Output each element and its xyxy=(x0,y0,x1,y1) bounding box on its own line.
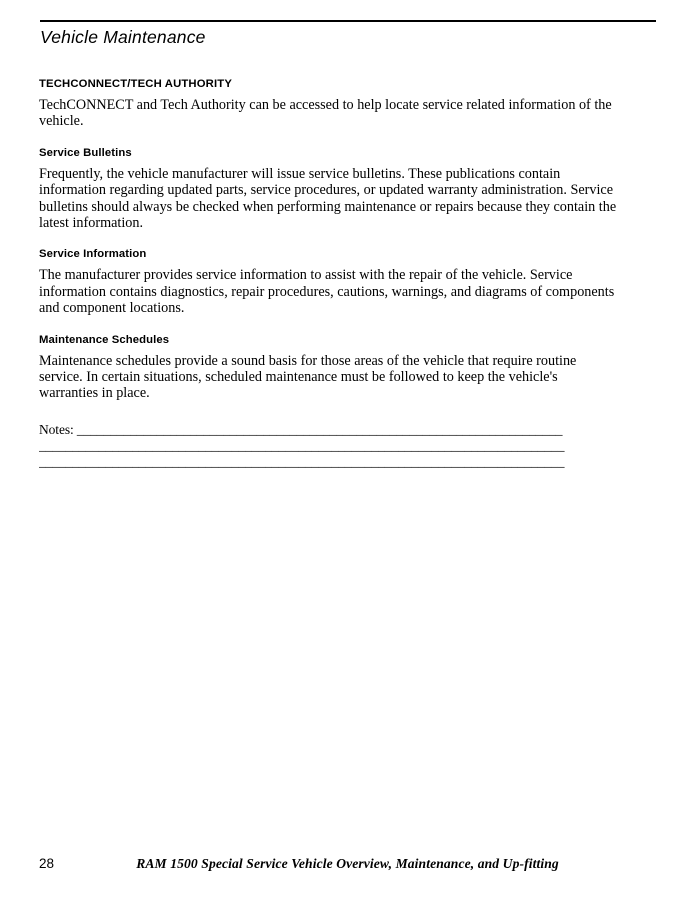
subsection-heading-maintenance-schedules: Maintenance Schedules xyxy=(39,333,170,346)
page-footer xyxy=(0,856,695,878)
notes-rule-2: _______________________________________________________________________________ xyxy=(39,437,565,453)
notes-rule-3: _______________________________________________________________________________ xyxy=(39,453,565,469)
subsection-heading-service-bulletins: Service Bulletins xyxy=(39,146,132,159)
notes-rule-1: _________________________________________________________________________ xyxy=(76,421,563,437)
notes-line-1 xyxy=(39,422,617,438)
footer-page-number: 28 xyxy=(39,856,55,871)
page-title: Vehicle Maintenance xyxy=(40,27,206,47)
subsection-body-maintenance-schedules: Maintenance schedules provide a sound basis for those areas of the vehicle that require routine service. In certain situations, scheduled maintenance must be followed to keep the vehicle's warranties in place. xyxy=(39,352,577,402)
section-intro-paragraph: TechCONNECT and Tech Authority can be accessed to help locate service related information of the vehicle. xyxy=(39,97,612,130)
footer-document-title: RAM 1500 Special Service Vehicle Overview, Maintenance, and Up-fitting xyxy=(136,856,559,871)
section-heading-techconnect: TECHCONNECT/TECH AUTHORITY xyxy=(39,78,233,90)
subsection-body-service-bulletins: Frequently, the vehicle manufacturer will issue service bulletins. These publications contain information regarding updated parts, service procedures, or updated warranty administration. Service bulletins should always be checked when performing maintenance or repairs because they contain the latest information. xyxy=(39,165,617,232)
page-content xyxy=(39,78,617,470)
notes-label: Notes: xyxy=(39,421,77,437)
subsection-heading-service-information: Service Information xyxy=(39,248,147,261)
subsection-body-service-information: The manufacturer provides service information to assist with the repair of the vehicle. Service information contains diagnostics, repair procedures, cautions, warnings, and diagrams of components and component locations. xyxy=(39,267,615,317)
header-rule xyxy=(40,20,656,22)
notes-section xyxy=(39,422,617,470)
